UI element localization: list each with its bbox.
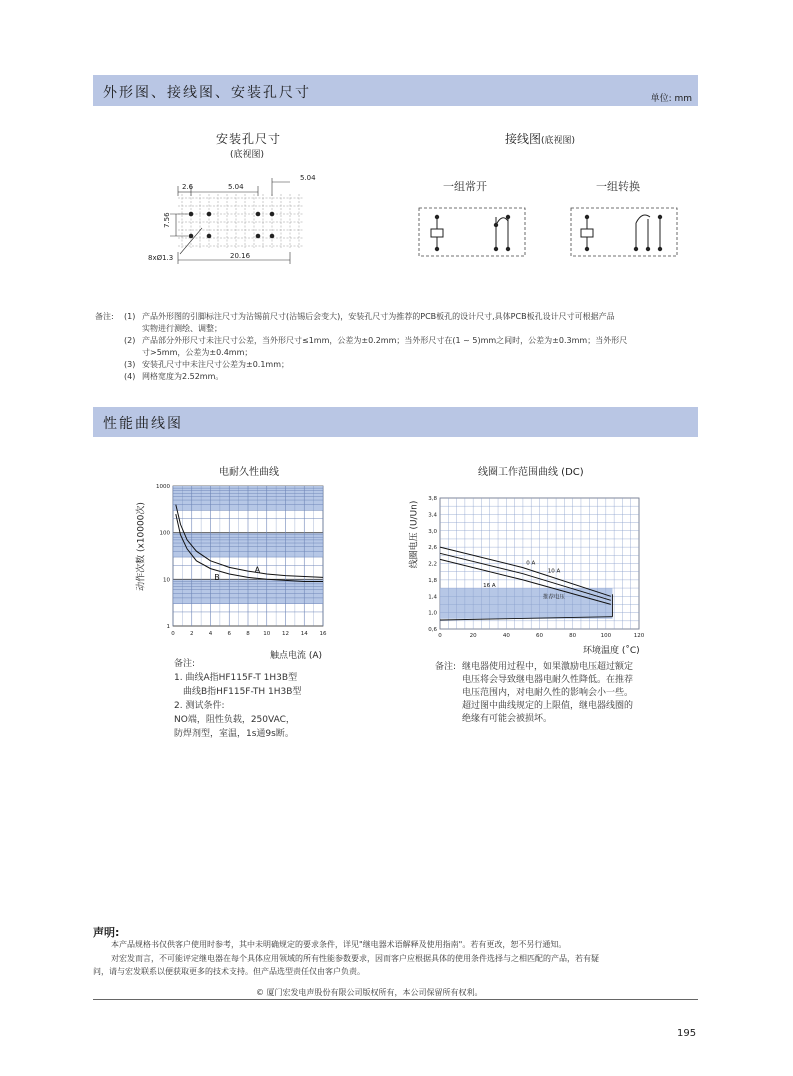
wiring-subtitle: (底视图) xyxy=(541,136,576,146)
chart1-y-tick: 10 xyxy=(163,577,170,584)
chart2-x-tick: 40 xyxy=(502,633,510,639)
chart-endurance xyxy=(135,478,335,658)
notes1-item-line: 网格宽度为2.52mm。 xyxy=(142,372,224,381)
chart2-notes-lines xyxy=(462,661,633,726)
wiring-co-label: 一组转换 xyxy=(596,180,640,193)
chart1-y-tick: 1000 xyxy=(156,484,170,490)
notes1-item-line: 产品外形图的引脚标注尺寸为沾锡前尺寸(沾锡后会变大)，安装孔尺寸为推荐的PCB板孔的设计尺寸,具体PCB板孔设计尺寸可根据产品 xyxy=(142,312,615,321)
chart1-xlabel: 触点电流 (A) xyxy=(270,651,323,661)
unit-label: 单位: mm xyxy=(650,94,692,104)
dim-5-04-a: 5.04 xyxy=(228,183,244,191)
chart2-y-tick: 3,8 xyxy=(428,496,437,502)
section-header-curves xyxy=(93,407,698,437)
statement-title: 声明: xyxy=(93,926,120,939)
notes1-item-number: (3) xyxy=(124,360,136,369)
chart1-x-tick: 8 xyxy=(246,631,250,637)
notes1-item-number: (2) xyxy=(124,336,136,345)
chart1-note-l3: 2. 测试条件: xyxy=(174,701,225,711)
chart1-ylabel: 动作次数 (x10000次) xyxy=(136,502,147,591)
chart2-note-line: 绝缘有可能会被损坏。 xyxy=(462,714,553,724)
chart2-title: 线圈工作范围曲线 (DC) xyxy=(478,467,584,478)
chart1-note-l2: 曲线B指HF115F-TH 1H3B型 xyxy=(183,687,302,697)
chart1-label-B: B xyxy=(214,573,220,583)
chart1-title: 电耐久性曲线 xyxy=(219,467,279,478)
dim-20-16: 20.16 xyxy=(230,252,251,260)
chart2-notes-label: 备注: xyxy=(435,662,457,672)
chart2-y-tick: 2,2 xyxy=(428,561,437,568)
notes1-item-number: (1) xyxy=(124,312,136,321)
chart1-x-tick: 14 xyxy=(300,631,308,637)
notes1-label: 备注: xyxy=(95,312,114,321)
chart1-x-tick: 12 xyxy=(282,631,289,637)
copyright: © 厦门宏发电声股份有限公司版权所有，本公司保留所有权利。 xyxy=(256,988,483,997)
notes1-item-line: 寸>5mm，公差为±0.4mm； xyxy=(142,348,253,357)
chart2-x-tick: 60 xyxy=(536,633,543,639)
chart2-y-tick: 0,6 xyxy=(428,627,437,633)
chart1-note-l5: 防焊剂型，室温，1s通9s断。 xyxy=(174,729,294,739)
chart2-series-label: 10 A xyxy=(547,568,561,575)
wiring-no-diagram xyxy=(418,207,526,257)
chart1-note-l1: 1. 曲线A指HF115F-T 1H3B型 xyxy=(174,673,298,683)
chart2-series-label: 16 A xyxy=(483,583,496,590)
chart2-note-line: 超过图中曲线规定的上限值，继电器线圈的 xyxy=(462,701,634,711)
statement-l2: 对宏发而言，不可能评定继电器在每个具体应用领域的所有性能参数要求，因而客户应根据具体的使用条件选择与之相匹配的产品，若有疑 xyxy=(111,954,599,963)
chart2-x-tick: 80 xyxy=(569,633,577,639)
chart1-x-tick: 16 xyxy=(319,631,327,637)
chart1-y-tick: 1 xyxy=(166,624,170,630)
mounting-hole-drawing xyxy=(140,168,330,273)
chart2-y-tick: 1,8 xyxy=(428,577,437,584)
chart1-label-A: A xyxy=(254,565,261,575)
wiring-co-diagram xyxy=(570,207,678,257)
section-title-outline: 外形图、接线图、安装孔尺寸 xyxy=(103,85,311,101)
chart2-series-label: 0 A xyxy=(526,560,536,567)
chart2-note-line: 电压范围内，对电耐久性的影响会小一些。 xyxy=(462,688,634,698)
chart-coil-range xyxy=(415,490,650,650)
chart2-y-tick: 2,6 xyxy=(428,545,437,552)
dim-2-6: 2.6 xyxy=(182,183,194,191)
dim-hole: 8xØ1.3 xyxy=(148,254,174,262)
dim-5-04-b: 5.04 xyxy=(300,174,316,182)
chart2-y-tick: 3,0 xyxy=(428,528,437,535)
wiring-title xyxy=(505,130,575,147)
chart1-x-tick: 10 xyxy=(263,631,271,637)
notes1-item-line: 产品部分外形尺寸未注尺寸公差，当外形尺寸≤1mm，公差为±0.2mm；当外形尺寸在(1 ~ 5)mm之间时，公差为±0.3mm；当外形尺 xyxy=(142,336,628,345)
chart1-x-tick: 2 xyxy=(190,631,194,637)
dim-7-56: 7.56 xyxy=(163,212,171,228)
notes1-item-number: (4) xyxy=(124,372,136,381)
mount-subtitle: (底视图) xyxy=(230,150,265,160)
chart2-recommended-label: 推荐电压 xyxy=(542,594,565,601)
chart2-ylabel: 线圈电压 (U/Un) xyxy=(409,500,420,569)
notes1-item-line: 安装孔尺寸中未注尺寸公差为±0.1mm； xyxy=(142,360,290,369)
chart1-x-tick: 6 xyxy=(227,631,231,637)
chart1-x-tick: 4 xyxy=(208,631,213,637)
section-title-curves: 性能曲线图 xyxy=(103,416,183,432)
chart1-x-tick: 0 xyxy=(171,631,175,637)
chart2-y-tick: 1,4 xyxy=(428,594,437,601)
chart1-y-tick: 100 xyxy=(159,530,170,537)
mount-title: 安装孔尺寸 xyxy=(216,132,282,146)
chart1-notes-label: 备注: xyxy=(174,659,196,669)
chart2-y-tick: 1,0 xyxy=(428,610,437,617)
chart2-x-tick: 100 xyxy=(600,633,612,639)
wiring-no-label: 一组常开 xyxy=(443,180,487,193)
footer-rule xyxy=(93,999,698,1000)
chart2-x-tick: 20 xyxy=(469,633,477,639)
chart2-y-tick: 3,4 xyxy=(428,512,437,519)
statement-l1: 本产品规格书仅供客户使用时参考，其中未明确规定的要求条件，详见"继电器术语解释及使用指南"。若有更改，恕不另行通知。 xyxy=(111,940,567,949)
chart2-notes xyxy=(435,661,633,726)
page-number: 195 xyxy=(677,1028,697,1039)
chart2-x-tick: 120 xyxy=(633,633,645,639)
chart1-notes xyxy=(174,657,301,741)
notes1-item-line: 实物进行测绘、调整； xyxy=(142,324,222,333)
chart2-note-line: 继电器使用过程中，如果激励电压超过额定 xyxy=(462,662,634,672)
wiring-title-text: 接线图 xyxy=(505,132,542,146)
statement-l3: 问，请与宏发联系以便获取更多的技术支持。但产品选型责任仅由客户负责。 xyxy=(93,967,365,976)
section-header-outline xyxy=(93,75,698,106)
chart2-xlabel: 环境温度 (˚C) xyxy=(583,646,640,656)
chart2-x-tick: 0 xyxy=(438,633,442,639)
chart1-note-l4: NO端，阻性负载，250VAC， xyxy=(174,715,295,725)
chart2-note-line: 电压将会导致继电器电耐久性降低。在推荐 xyxy=(462,675,634,685)
